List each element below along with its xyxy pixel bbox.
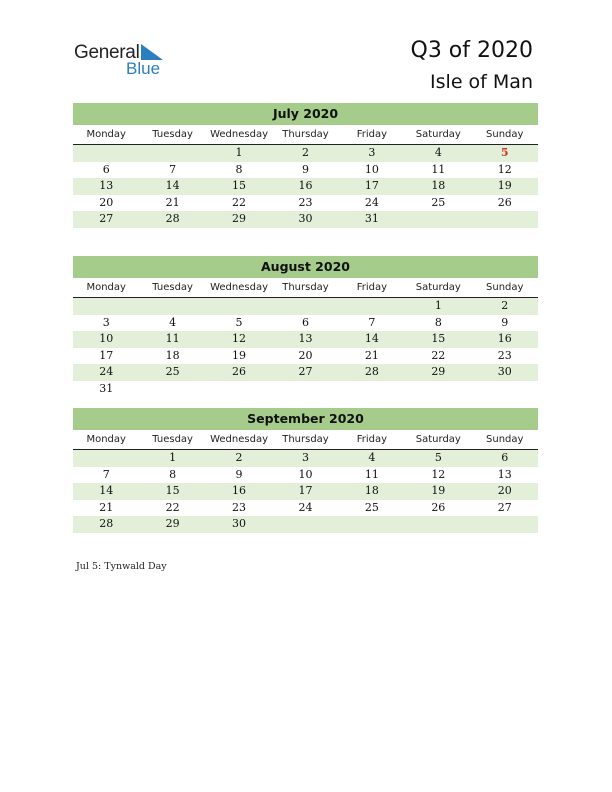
weekday-label: Monday <box>86 434 126 445</box>
day-cell: 21 <box>364 348 379 362</box>
weekday-label: Tuesday <box>152 129 193 140</box>
day-cell: 6 <box>301 315 309 329</box>
day-cell: 31 <box>99 381 114 395</box>
weekday-label: Thursday <box>282 282 329 293</box>
day-cell: 21 <box>99 500 114 514</box>
day-cell: 4 <box>434 146 442 159</box>
day-cell: 19 <box>497 179 512 192</box>
day-cell <box>272 298 338 315</box>
week-row <box>73 348 538 365</box>
day-cell: 10 <box>298 467 313 481</box>
day-cell: 16 <box>298 179 313 192</box>
weekday-label: Saturday <box>415 434 461 445</box>
day-cell: 7 <box>368 315 376 329</box>
day-cell: 9 <box>501 315 509 329</box>
day-cell: 28 <box>165 212 180 225</box>
month-august <box>73 256 538 397</box>
week-row <box>73 500 538 517</box>
week-row <box>73 483 538 500</box>
day-cell <box>339 298 405 315</box>
day-cell: 4 <box>169 315 177 329</box>
day-cell: 9 <box>301 162 309 176</box>
day-cell: 23 <box>497 348 512 362</box>
weekday-label: Sunday <box>486 282 524 293</box>
day-cell: 29 <box>431 365 446 378</box>
day-cell: 22 <box>431 348 446 362</box>
day-cell: 3 <box>102 315 110 329</box>
day-cell <box>206 298 272 315</box>
day-cell: 10 <box>99 332 114 345</box>
day-cell: 18 <box>364 484 379 497</box>
weekday-label: Saturday <box>415 282 461 293</box>
weekday-label: Sunday <box>486 434 524 445</box>
weeks <box>73 450 538 533</box>
weekday-label: Wednesday <box>210 129 268 140</box>
day-cell <box>139 381 205 398</box>
month-title: September 2020 <box>73 408 538 430</box>
weekday-label: Saturday <box>415 129 461 140</box>
day-cell <box>139 298 205 315</box>
day-cell <box>139 145 205 162</box>
day-cell: 24 <box>298 500 313 514</box>
logo-text-general: General <box>74 42 140 63</box>
day-cell <box>339 516 405 533</box>
week-row <box>73 145 538 162</box>
day-cell: 14 <box>364 332 379 345</box>
day-cell: 1 <box>235 146 243 159</box>
day-cell <box>272 381 338 398</box>
day-cell: 13 <box>99 179 114 192</box>
page-title: Q3 of 2020 <box>410 38 533 63</box>
day-cell: 30 <box>298 212 313 225</box>
day-cell <box>405 516 471 533</box>
day-cell: 3 <box>368 146 376 159</box>
day-cell: 18 <box>431 179 446 192</box>
week-row <box>73 315 538 332</box>
day-cell: 7 <box>102 467 110 481</box>
day-cell <box>206 381 272 398</box>
weekday-row <box>73 432 538 450</box>
day-cell: 22 <box>232 195 247 209</box>
day-cell: 1 <box>169 451 177 464</box>
week-row <box>73 298 538 315</box>
weekday-label: Monday <box>86 282 126 293</box>
day-cell <box>405 381 471 398</box>
weekday-label: Monday <box>86 129 126 140</box>
day-cell <box>472 516 538 533</box>
day-cell: 26 <box>497 195 512 209</box>
day-cell: 8 <box>169 467 177 481</box>
day-cell: 11 <box>431 162 446 176</box>
generalblue-logo <box>74 42 174 78</box>
day-cell: 13 <box>298 332 313 345</box>
week-row <box>73 467 538 484</box>
day-cell: 8 <box>235 162 243 176</box>
day-cell: 20 <box>497 484 512 497</box>
day-cell: 23 <box>232 500 247 514</box>
weekday-row <box>73 280 538 298</box>
day-cell <box>73 298 139 315</box>
day-cell: 28 <box>364 365 379 378</box>
week-row <box>73 178 538 195</box>
day-cell: 21 <box>165 195 180 209</box>
day-cell: 15 <box>431 332 446 345</box>
day-cell: 6 <box>501 451 509 464</box>
week-row <box>73 211 538 228</box>
day-cell: 20 <box>99 195 114 209</box>
day-cell: 29 <box>232 212 247 225</box>
day-cell: 27 <box>298 365 313 378</box>
week-row <box>73 450 538 467</box>
weekday-label: Friday <box>356 129 388 140</box>
day-cell: 10 <box>364 162 379 176</box>
day-cell: 29 <box>165 517 180 530</box>
holiday-note: Jul 5: Tynwald Day <box>76 561 167 572</box>
day-cell: 24 <box>364 195 379 209</box>
weekday-label: Tuesday <box>152 282 193 293</box>
week-row <box>73 516 538 533</box>
day-cell: 16 <box>497 332 512 345</box>
day-cell: 3 <box>301 451 309 464</box>
month-july <box>73 103 538 228</box>
day-cell: 9 <box>235 467 243 481</box>
weekday-label: Tuesday <box>152 434 193 445</box>
day-cell: 30 <box>497 365 512 378</box>
day-cell: 15 <box>165 484 180 497</box>
holiday-day-cell: 5 <box>500 146 509 159</box>
day-cell <box>73 450 139 467</box>
day-cell: 13 <box>497 467 512 481</box>
day-cell: 8 <box>434 315 442 329</box>
day-cell: 14 <box>165 179 180 192</box>
weekday-label: Friday <box>356 434 388 445</box>
day-cell: 2 <box>235 451 243 464</box>
day-cell: 4 <box>368 451 376 464</box>
month-title: August 2020 <box>73 256 538 278</box>
weeks <box>73 298 538 397</box>
day-cell: 31 <box>364 212 379 225</box>
weekday-label: Wednesday <box>210 282 268 293</box>
week-row <box>73 364 538 381</box>
day-cell: 18 <box>165 348 180 362</box>
day-cell: 1 <box>434 299 442 312</box>
day-cell: 27 <box>99 212 114 225</box>
month-title: July 2020 <box>73 103 538 125</box>
day-cell: 30 <box>232 517 247 530</box>
week-row <box>73 195 538 212</box>
day-cell: 17 <box>364 179 379 192</box>
weekday-label: Wednesday <box>210 434 268 445</box>
weekday-label: Thursday <box>282 129 329 140</box>
day-cell: 22 <box>165 500 180 514</box>
day-cell: 17 <box>298 484 313 497</box>
day-cell: 11 <box>364 467 379 481</box>
weeks <box>73 145 538 228</box>
logo-text-blue: Blue <box>126 59 161 78</box>
week-row <box>73 162 538 179</box>
day-cell: 26 <box>232 365 247 378</box>
day-cell: 5 <box>235 315 243 329</box>
day-cell: 27 <box>497 500 512 514</box>
day-cell: 25 <box>364 500 379 514</box>
day-cell <box>405 211 471 228</box>
day-cell: 14 <box>99 484 114 497</box>
day-cell: 15 <box>232 179 247 192</box>
logo-triangle-icon <box>141 44 163 60</box>
day-cell: 17 <box>99 348 114 362</box>
day-cell: 2 <box>301 146 309 159</box>
weekday-label: Sunday <box>486 129 524 140</box>
day-cell: 23 <box>298 195 313 209</box>
day-cell: 2 <box>501 299 509 312</box>
day-cell: 25 <box>165 365 180 378</box>
page-subtitle: Isle of Man <box>430 71 533 93</box>
day-cell: 19 <box>431 484 446 497</box>
week-row <box>73 381 538 398</box>
day-cell: 19 <box>232 348 247 362</box>
day-cell: 25 <box>431 195 446 209</box>
weekday-row <box>73 127 538 145</box>
day-cell <box>339 381 405 398</box>
month-september <box>73 408 538 533</box>
weekday-label: Thursday <box>282 434 329 445</box>
day-cell: 16 <box>232 484 247 497</box>
day-cell <box>472 211 538 228</box>
day-cell: 6 <box>102 162 110 176</box>
day-cell <box>272 516 338 533</box>
weekday-label: Friday <box>356 282 388 293</box>
week-row <box>73 331 538 348</box>
day-cell: 26 <box>431 500 446 514</box>
day-cell <box>73 145 139 162</box>
day-cell: 12 <box>497 162 512 176</box>
day-cell: 5 <box>434 451 442 464</box>
day-cell: 12 <box>431 467 446 481</box>
day-cell: 11 <box>165 332 180 345</box>
day-cell: 20 <box>298 348 313 362</box>
day-cell: 24 <box>99 365 114 378</box>
day-cell: 12 <box>232 332 247 345</box>
day-cell: 7 <box>169 162 177 176</box>
day-cell <box>472 381 538 398</box>
day-cell: 28 <box>99 517 114 530</box>
